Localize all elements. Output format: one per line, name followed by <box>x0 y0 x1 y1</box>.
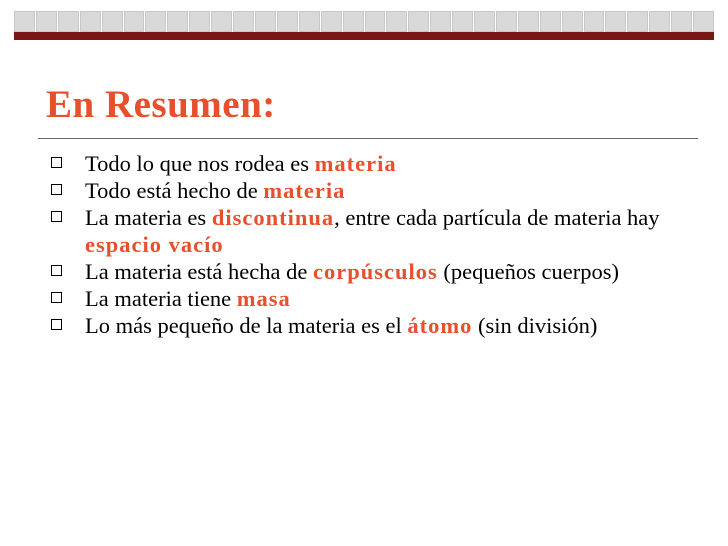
decoration-square <box>343 11 364 32</box>
decoration-square <box>518 11 539 32</box>
bullet-item <box>50 150 660 177</box>
title-divider <box>38 138 698 139</box>
decoration-square <box>627 11 648 32</box>
bullet-list <box>50 150 660 339</box>
bullet-text: (sin división) <box>472 313 598 338</box>
highlight-term: masa <box>236 286 291 311</box>
decoration-square <box>277 11 298 32</box>
bullet-text: La materia está hecha de <box>85 259 313 284</box>
decoration-square <box>408 11 429 32</box>
decoration-square <box>211 11 232 32</box>
decoration-square <box>321 11 342 32</box>
bullet-text: La materia tiene <box>85 286 237 311</box>
decoration-square <box>693 11 714 32</box>
square-bullet-icon <box>51 292 62 303</box>
highlight-term: espacio vacío <box>85 232 224 257</box>
decoration-square <box>14 11 35 32</box>
bullet-item <box>50 312 660 339</box>
decoration-square <box>124 11 145 32</box>
bullet-item <box>50 177 660 204</box>
highlight-term: materia <box>263 178 346 203</box>
bullet-text: Lo más pequeño de la materia es el <box>85 313 408 338</box>
decoration-square <box>584 11 605 32</box>
decoration-square <box>649 11 670 32</box>
decoration-square <box>430 11 451 32</box>
decoration-square <box>80 11 101 32</box>
decoration-square <box>605 11 626 32</box>
decoration-square <box>299 11 320 32</box>
bullet-text: (pequeños cuerpos) <box>437 259 619 284</box>
decoration-square <box>167 11 188 32</box>
decoration-square <box>145 11 166 32</box>
bullet-item <box>50 285 660 312</box>
decoration-square <box>255 11 276 32</box>
decoration-square <box>102 11 123 32</box>
decoration-square <box>233 11 254 32</box>
highlight-term: átomo <box>407 313 473 338</box>
decoration-square <box>58 11 79 32</box>
highlight-term: materia <box>314 151 397 176</box>
square-bullet-icon <box>51 319 62 330</box>
decoration-square <box>540 11 561 32</box>
slide-title: En Resumen: <box>46 83 276 126</box>
square-bullet-icon <box>51 265 62 276</box>
header-decoration-bar <box>14 32 714 40</box>
bullet-text: Todo está hecho de <box>85 178 264 203</box>
bullet-text: , entre cada partícula de materia hay <box>334 205 660 230</box>
highlight-term: corpúsculos <box>313 259 438 284</box>
bullet-item <box>50 204 660 258</box>
square-bullet-icon <box>51 211 62 222</box>
decoration-square <box>474 11 495 32</box>
decoration-square <box>36 11 57 32</box>
decoration-square <box>365 11 386 32</box>
square-bullet-icon <box>51 184 62 195</box>
highlight-term: discontinua <box>211 205 335 230</box>
decoration-square <box>452 11 473 32</box>
decoration-square <box>562 11 583 32</box>
decoration-square <box>386 11 407 32</box>
bullet-item <box>50 258 660 285</box>
decoration-square <box>189 11 210 32</box>
square-bullet-icon <box>51 157 62 168</box>
decoration-square <box>671 11 692 32</box>
bullet-text: La materia es <box>85 205 212 230</box>
bullet-text: Todo lo que nos rodea es <box>85 151 315 176</box>
decoration-square <box>496 11 517 32</box>
header-decoration-squares <box>14 11 714 32</box>
